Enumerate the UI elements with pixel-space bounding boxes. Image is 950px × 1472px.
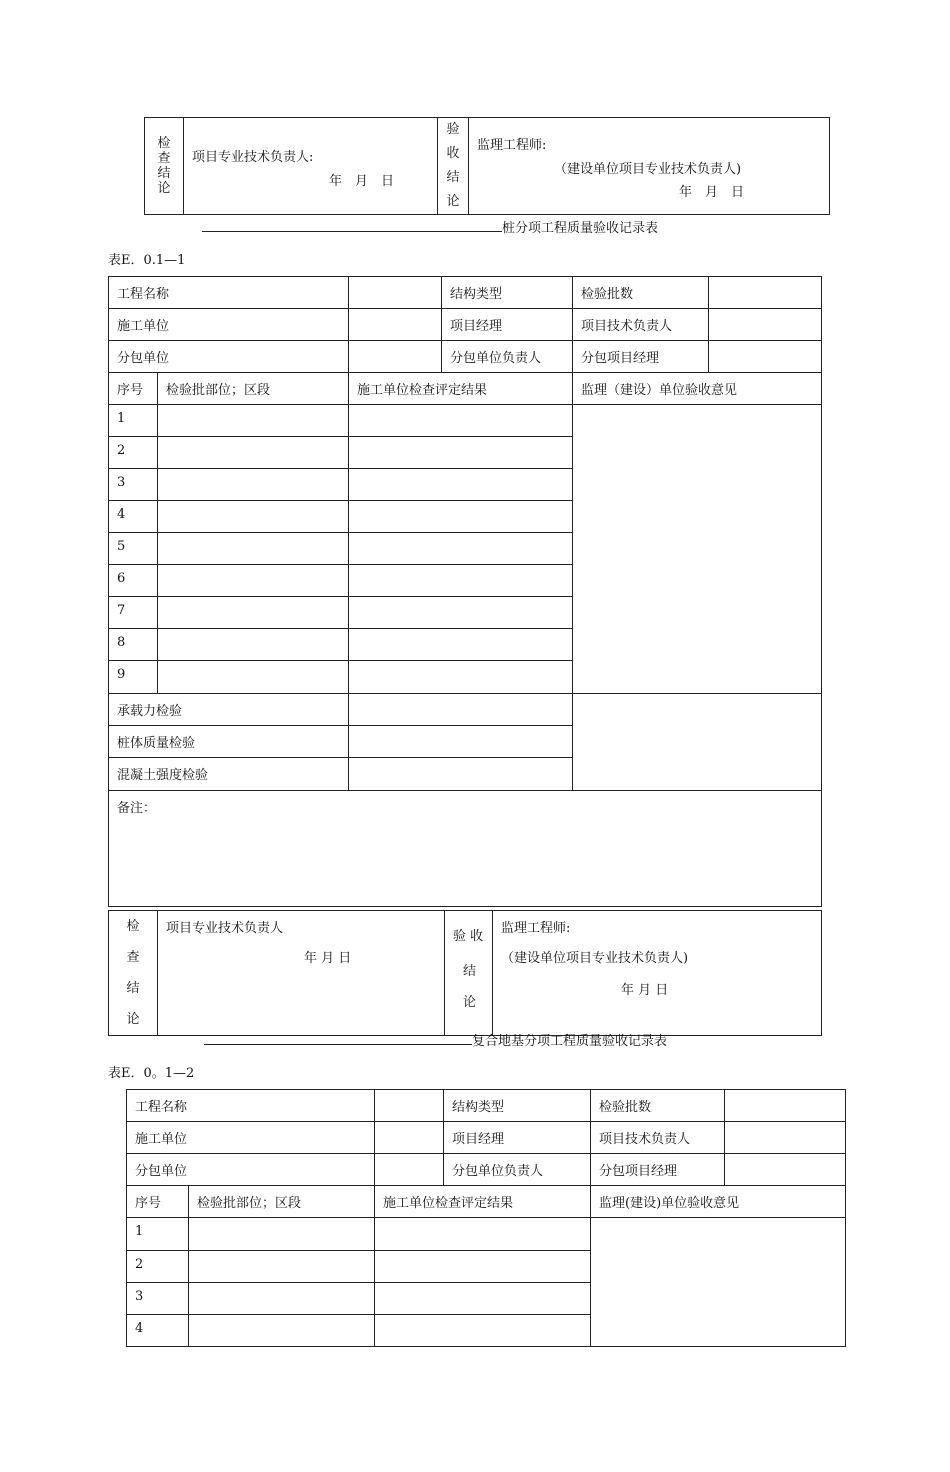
table-row-part[interactable] <box>189 1251 375 1283</box>
table-row-part[interactable] <box>189 1218 375 1251</box>
supervision-opinion-header: 监理(建设)单位验收意见 <box>591 1186 846 1218</box>
table-row-seq: 3 <box>109 469 158 501</box>
acceptance-conclusion-label: 验 收 结 论 <box>445 911 493 1036</box>
self-check-header: 施工单位检查评定结果 <box>349 373 573 405</box>
table-row-part[interactable] <box>158 437 349 469</box>
batch-count-value[interactable] <box>725 1090 846 1122</box>
concrete-strength-label: 混凝土强度检验 <box>109 758 349 791</box>
table-row-seq: 7 <box>109 597 158 629</box>
supervision-opinion-header: 监理（建设）单位验收意见 <box>573 373 822 405</box>
table-row-result[interactable] <box>375 1251 591 1283</box>
table-row-result[interactable] <box>349 533 573 565</box>
tech-lead-value[interactable] <box>709 309 822 341</box>
table-row-part[interactable] <box>158 661 349 694</box>
sub-unit-label: 分包单位 <box>109 341 349 373</box>
project-name-label: 工程名称 <box>127 1090 375 1122</box>
project-tech-lead-cell: 项目专业技术负责人 年 月 日 <box>158 911 445 1036</box>
supervisor-cell: 监理工程师: （建设单位项目专业技术负责人) 年 月 日 <box>493 911 822 1036</box>
table-row-result[interactable] <box>349 437 573 469</box>
table-row-result[interactable] <box>375 1315 591 1347</box>
table-number-1: 表E．0.1—1 <box>108 253 186 268</box>
batch-count-label: 检验批数 <box>591 1090 725 1122</box>
table-row-seq: 2 <box>109 437 158 469</box>
table-row-result[interactable] <box>349 405 573 437</box>
signature-table-top <box>144 117 830 215</box>
composite-foundation-table <box>126 1089 846 1347</box>
table-row-part[interactable] <box>158 469 349 501</box>
supervision-opinion-area[interactable] <box>591 1218 846 1347</box>
construction-unit-value[interactable] <box>375 1122 444 1154</box>
table-row-result[interactable] <box>375 1283 591 1315</box>
sub-unit-lead-label: 分包单位负责人 <box>444 1154 591 1186</box>
table-row-result[interactable] <box>349 629 573 661</box>
project-manager-label: 项目经理 <box>442 309 573 341</box>
table-row-result[interactable] <box>349 501 573 533</box>
structure-type-label: 结构类型 <box>442 277 573 309</box>
table-row-seq: 8 <box>109 629 158 661</box>
seq-header: 序号 <box>109 373 158 405</box>
table-row-seq: 4 <box>109 501 158 533</box>
pile-acceptance-table <box>108 276 822 907</box>
bearing-capacity-result[interactable] <box>349 694 573 726</box>
table-row-result[interactable] <box>349 565 573 597</box>
sub-pm-value[interactable] <box>709 341 822 373</box>
sub-unit-label: 分包单位 <box>127 1154 375 1186</box>
self-check-header: 施工单位检查评定结果 <box>375 1186 591 1218</box>
table-row-seq: 9 <box>109 661 158 694</box>
table-row-part[interactable] <box>189 1283 375 1315</box>
sub-unit-value[interactable] <box>375 1154 444 1186</box>
table-number-2: 表E．0。1—2 <box>108 1066 195 1081</box>
table-row-seq: 6 <box>109 565 158 597</box>
table-row-part[interactable] <box>158 597 349 629</box>
table-row-part[interactable] <box>158 565 349 597</box>
project-tech-lead-cell: 项目专业技术负责人: 年 月 日 <box>184 118 438 215</box>
table-row-seq: 5 <box>109 533 158 565</box>
supervisor-cell: 监理工程师: （建设单位项目专业技术负责人) 年 月 日 <box>469 118 830 215</box>
bearing-capacity-label: 承载力检验 <box>109 694 349 726</box>
batch-part-header: 检验批部位；区段 <box>189 1186 375 1218</box>
tech-lead-label: 项目技术负责人 <box>573 309 709 341</box>
batch-part-header: 检验批部位；区段 <box>158 373 349 405</box>
table-row-seq: 4 <box>127 1315 189 1347</box>
table-row-part[interactable] <box>158 405 349 437</box>
project-name-label: 工程名称 <box>109 277 349 309</box>
pile-signature-table <box>108 910 822 1036</box>
tech-lead-value[interactable] <box>725 1122 846 1154</box>
table-row-part[interactable] <box>189 1315 375 1347</box>
table-row-seq: 1 <box>109 405 158 437</box>
construction-unit-label: 施工单位 <box>109 309 349 341</box>
acceptance-conclusion-label: 验 收 结 论 <box>438 118 469 215</box>
construction-unit-label: 施工单位 <box>127 1122 375 1154</box>
project-name-value[interactable] <box>375 1090 444 1122</box>
table-row-seq: 3 <box>127 1283 189 1315</box>
project-name-value[interactable] <box>349 277 442 309</box>
construction-unit-value[interactable] <box>349 309 442 341</box>
pile-quality-label: 桩体质量检验 <box>109 726 349 758</box>
check-conclusion-label: 检 查 结 论 <box>145 118 184 215</box>
check-conclusion-label: 检 查 结 论 <box>109 911 158 1036</box>
form-title-composite: 复合地基分项工程质量验收记录表 <box>204 1030 667 1049</box>
table-row-part[interactable] <box>158 501 349 533</box>
test-opinion-area[interactable] <box>573 694 822 791</box>
seq-header: 序号 <box>127 1186 189 1218</box>
form-title-pile: 桩分项工程质量验收记录表 <box>202 217 658 236</box>
sub-unit-value[interactable] <box>349 341 442 373</box>
sub-pm-value[interactable] <box>725 1154 846 1186</box>
table-row-result[interactable] <box>349 661 573 694</box>
pile-quality-result[interactable] <box>349 726 573 758</box>
sub-pm-label: 分包项目经理 <box>591 1154 725 1186</box>
table-row-seq: 2 <box>127 1251 189 1283</box>
remarks-cell[interactable]: 备注： <box>109 791 822 907</box>
structure-type-label: 结构类型 <box>444 1090 591 1122</box>
sub-unit-lead-label: 分包单位负责人 <box>442 341 573 373</box>
table-row-result[interactable] <box>349 469 573 501</box>
batch-count-label: 检验批数 <box>573 277 709 309</box>
concrete-strength-result[interactable] <box>349 758 573 791</box>
table-row-part[interactable] <box>158 533 349 565</box>
batch-count-value[interactable] <box>709 277 822 309</box>
table-row-part[interactable] <box>158 629 349 661</box>
sub-pm-label: 分包项目经理 <box>573 341 709 373</box>
supervision-opinion-area[interactable] <box>573 405 822 694</box>
table-row-result[interactable] <box>349 597 573 629</box>
table-row-result[interactable] <box>375 1218 591 1251</box>
tech-lead-label: 项目技术负责人 <box>591 1122 725 1154</box>
table-row-seq: 1 <box>127 1218 189 1251</box>
project-manager-label: 项目经理 <box>444 1122 591 1154</box>
